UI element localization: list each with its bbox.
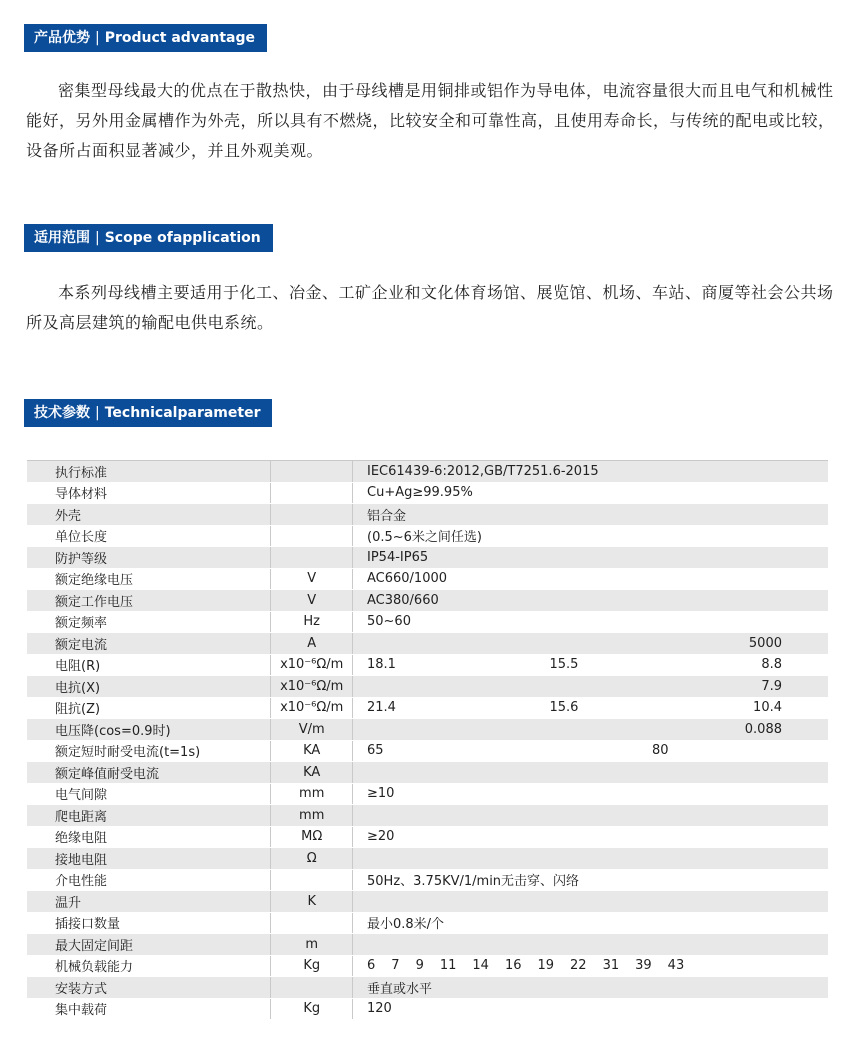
table-row — [27, 482, 828, 504]
load-value: 6 — [367, 958, 376, 974]
param-value-v1: 21.4 — [367, 700, 396, 716]
table-row — [27, 568, 828, 590]
param-value: 50~60 — [353, 611, 829, 633]
param-value-v3: 10.4 — [753, 700, 782, 716]
param-value: AC380/660 — [353, 590, 829, 612]
param-name: 额定短时耐受电流(t=1s) — [27, 740, 271, 762]
load-value: 7 — [391, 958, 400, 974]
param-name: 电气间隙 — [27, 783, 271, 805]
section-separator: | — [95, 30, 100, 46]
param-value: Cu+Ag≥99.95% — [353, 482, 829, 504]
load-value: 39 — [635, 958, 652, 974]
section-title-cn: 技术参数 — [34, 405, 90, 421]
param-name: 电阻(R) — [27, 654, 271, 676]
table-row — [27, 461, 828, 483]
table-row — [27, 912, 828, 934]
param-name: 安装方式 — [27, 977, 271, 999]
load-value: 9 — [415, 958, 424, 974]
table-row — [27, 783, 828, 805]
load-value: 11 — [439, 958, 457, 974]
param-value-v1: 65 — [367, 743, 384, 759]
param-unit: x10⁻⁶Ω/m — [271, 697, 353, 719]
section-title-cn: 产品优势 — [34, 30, 90, 46]
param-value — [353, 955, 829, 977]
param-unit: m — [271, 934, 353, 956]
param-unit: V — [271, 590, 353, 612]
param-value-v1: 18.1 — [367, 657, 396, 673]
table-row — [27, 654, 828, 676]
table-row — [27, 848, 828, 870]
table-row — [27, 977, 828, 999]
param-value — [353, 891, 829, 913]
param-name: 导体材料 — [27, 482, 271, 504]
section-title-cn: 适用范围 — [34, 230, 90, 246]
param-name: 爬电距离 — [27, 805, 271, 827]
table-row — [27, 590, 828, 612]
param-name: 机械负载能力 — [27, 955, 271, 977]
param-name: 额定频率 — [27, 611, 271, 633]
param-name: 防护等级 — [27, 547, 271, 569]
param-value: 120 — [353, 998, 829, 1020]
param-value — [353, 697, 829, 719]
param-value: 50Hz、3.75KV/1/min无击穿、闪络 — [353, 869, 829, 891]
section-title-en: Product advantage — [104, 30, 256, 46]
param-value: IEC61439-6:2012,GB/T7251.6-2015 — [353, 461, 829, 483]
section-tag-advantage — [24, 24, 267, 52]
table-row — [27, 525, 828, 547]
param-name: 电抗(X) — [27, 676, 271, 698]
table-row — [27, 676, 828, 698]
advantage-paragraph: 密集型母线最大的优点在于散热快，由于母线槽是用铜排或铝作为导电体，电流容量很大而且电气和机械性能好，另外用金属槽作为外壳，所以具有不燃烧，比较安全和可靠性高，且使用寿命长，与传统的配电或比较，设备所占面积显著减少，并且外观美观。 — [26, 81, 835, 160]
param-unit: x10⁻⁶Ω/m — [271, 654, 353, 676]
param-unit — [271, 461, 353, 483]
param-unit: V/m — [271, 719, 353, 741]
param-name: 最大固定间距 — [27, 934, 271, 956]
param-unit: KA — [271, 762, 353, 784]
param-unit — [271, 525, 353, 547]
table-row — [27, 934, 828, 956]
section-separator: | — [95, 405, 100, 421]
load-value: 43 — [667, 958, 685, 974]
param-name: 温升 — [27, 891, 271, 913]
param-value — [353, 805, 829, 827]
param-value: 铝合金 — [353, 504, 829, 526]
param-value: IP54-IP65 — [353, 547, 829, 569]
table-row — [27, 719, 828, 741]
param-unit: Hz — [271, 611, 353, 633]
param-unit — [271, 977, 353, 999]
table-row — [27, 697, 828, 719]
param-name: 阻抗(Z) — [27, 697, 271, 719]
param-value: ≥10 — [353, 783, 829, 805]
section-title-en: Scope ofapplication — [104, 230, 261, 246]
param-value: 垂直或水平 — [353, 977, 829, 999]
param-name: 电压降(cos=0.9时) — [27, 719, 271, 741]
table-row — [27, 805, 828, 827]
param-value: 7.9 — [353, 676, 829, 698]
param-unit: Kg — [271, 955, 353, 977]
table-row — [27, 547, 828, 569]
param-name: 接地电阻 — [27, 848, 271, 870]
param-value: (0.5~6米之间任选) — [353, 525, 829, 547]
table-row — [27, 955, 828, 977]
table-row — [27, 998, 828, 1020]
param-unit: mm — [271, 783, 353, 805]
param-name: 额定绝缘电压 — [27, 568, 271, 590]
param-value — [353, 762, 829, 784]
section-separator: | — [95, 230, 100, 246]
param-unit — [271, 547, 353, 569]
param-name: 集中载荷 — [27, 998, 271, 1020]
param-value: AC660/1000 — [353, 568, 829, 590]
param-name: 执行标准 — [27, 461, 271, 483]
param-unit: K — [271, 891, 353, 913]
param-name: 额定工作电压 — [27, 590, 271, 612]
param-unit: MΩ — [271, 826, 353, 848]
param-value-v3 — [712, 743, 782, 758]
param-value: 5000 — [353, 633, 829, 655]
param-unit — [271, 504, 353, 526]
param-unit — [271, 869, 353, 891]
param-unit: Ω — [271, 848, 353, 870]
param-value — [353, 848, 829, 870]
table-row — [27, 740, 828, 762]
param-name: 介电性能 — [27, 869, 271, 891]
technical-parameter-table — [27, 460, 828, 1020]
table-row — [27, 504, 828, 526]
param-unit: A — [271, 633, 353, 655]
load-value: 31 — [602, 958, 620, 974]
table-row — [27, 611, 828, 633]
param-value — [353, 740, 829, 762]
param-name: 外壳 — [27, 504, 271, 526]
param-value: 最小0.8米/个 — [353, 912, 829, 934]
param-unit: V — [271, 568, 353, 590]
param-name: 插接口数量 — [27, 912, 271, 934]
table-row — [27, 762, 828, 784]
param-value: 0.088 — [353, 719, 829, 741]
param-value — [353, 934, 829, 956]
table-row — [27, 869, 828, 891]
param-value-v2: 15.5 — [549, 657, 579, 673]
section-tag-scope — [24, 224, 273, 252]
param-name: 绝缘电阻 — [27, 826, 271, 848]
param-name: 额定电流 — [27, 633, 271, 655]
load-value: 16 — [504, 958, 522, 974]
param-unit — [271, 912, 353, 934]
param-value: ≥20 — [353, 826, 829, 848]
param-name: 额定峰值耐受电流 — [27, 762, 271, 784]
section-tag-tech — [24, 399, 272, 427]
param-unit: Kg — [271, 998, 353, 1020]
load-value: 22 — [570, 958, 587, 974]
param-unit: mm — [271, 805, 353, 827]
table-row — [27, 826, 828, 848]
param-value-v3: 8.8 — [761, 657, 782, 673]
param-unit: KA — [271, 740, 353, 762]
param-name: 单位长度 — [27, 525, 271, 547]
load-value: 19 — [537, 958, 555, 974]
param-value — [353, 654, 829, 676]
param-value-v2: 80 — [652, 743, 669, 759]
section-title-en: Technicalparameter — [104, 405, 261, 421]
param-unit: x10⁻⁶Ω/m — [271, 676, 353, 698]
scope-paragraph: 本系列母线槽主要适用于化工、冶金、工矿企业和文化体育场馆、展览馆、机场、车站、商厦等社会公共场所及高层建筑的输配电供电系统。 — [26, 283, 834, 332]
param-value-v2: 15.6 — [549, 700, 579, 716]
load-value: 14 — [472, 958, 489, 974]
table-row — [27, 891, 828, 913]
param-unit — [271, 482, 353, 504]
table-row — [27, 633, 828, 655]
